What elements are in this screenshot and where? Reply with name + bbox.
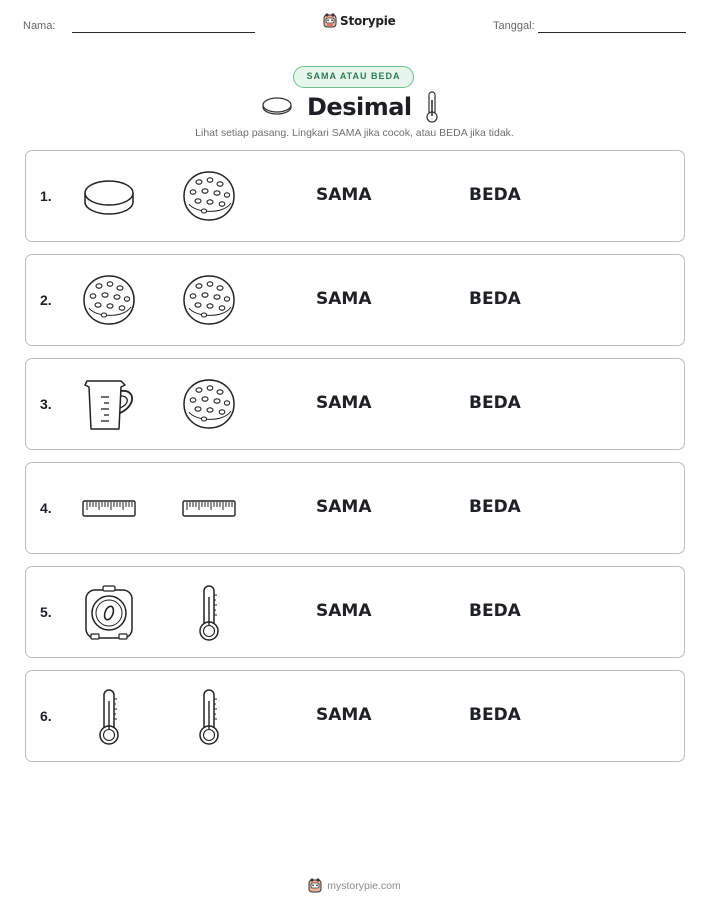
footer-site: mystorypie.com xyxy=(327,879,401,892)
thermometer-icon xyxy=(81,689,137,745)
mascot-icon xyxy=(308,878,322,893)
name-field[interactable] xyxy=(72,32,255,33)
option-same[interactable]: SAMA xyxy=(316,185,372,205)
name-label: Nama: xyxy=(23,20,56,32)
activity-badge: SAMA ATAU BEDA xyxy=(293,66,414,88)
brand-name: Storypie xyxy=(340,13,396,28)
thermometer-icon xyxy=(181,689,237,745)
option-same[interactable]: SAMA xyxy=(316,601,372,621)
option-different[interactable]: BEDA xyxy=(469,705,521,725)
question-row xyxy=(25,254,685,346)
question-row xyxy=(25,358,685,450)
stopwatch-icon xyxy=(81,585,137,641)
question-row xyxy=(25,566,685,658)
row-number: 1. xyxy=(40,188,52,204)
ruler-icon xyxy=(81,481,137,537)
worksheet-header xyxy=(0,0,709,50)
question-row xyxy=(25,150,685,242)
date-field[interactable] xyxy=(538,32,686,33)
row-number: 5. xyxy=(40,604,52,620)
option-same[interactable]: SAMA xyxy=(316,497,372,517)
question-row xyxy=(25,462,685,554)
option-different[interactable]: BEDA xyxy=(469,185,521,205)
footer xyxy=(0,878,709,893)
row-number: 3. xyxy=(40,396,52,412)
question-row xyxy=(25,670,685,762)
option-different[interactable]: BEDA xyxy=(469,393,521,413)
option-different[interactable]: BEDA xyxy=(469,289,521,309)
option-same[interactable]: SAMA xyxy=(316,289,372,309)
mascot-icon xyxy=(323,13,337,28)
cookie-icon xyxy=(181,377,237,433)
cookie-icon xyxy=(181,273,237,329)
row-number: 6. xyxy=(40,708,52,724)
brand-logo xyxy=(323,13,396,28)
thermometer-icon xyxy=(424,90,440,124)
ruler-icon xyxy=(181,481,237,537)
cookie-icon xyxy=(181,169,237,225)
cookie-icon xyxy=(81,273,137,329)
measuring-cup-icon xyxy=(81,377,137,433)
question-list xyxy=(25,150,685,774)
option-same[interactable]: SAMA xyxy=(316,393,372,413)
instructions: Lihat setiap pasang. Lingkari SAMA jika cocok, atau BEDA jika tidak. xyxy=(195,127,514,139)
row-number: 2. xyxy=(40,292,52,308)
page-title: Desimal xyxy=(307,93,412,121)
coin-icon xyxy=(81,169,137,225)
title-block xyxy=(0,90,709,126)
option-different[interactable]: BEDA xyxy=(469,497,521,517)
option-same[interactable]: SAMA xyxy=(316,705,372,725)
thermometer-icon xyxy=(181,585,237,641)
coin-icon xyxy=(261,96,293,116)
row-number: 4. xyxy=(40,500,52,516)
option-different[interactable]: BEDA xyxy=(469,601,521,621)
date-label: Tanggal: xyxy=(493,20,535,32)
